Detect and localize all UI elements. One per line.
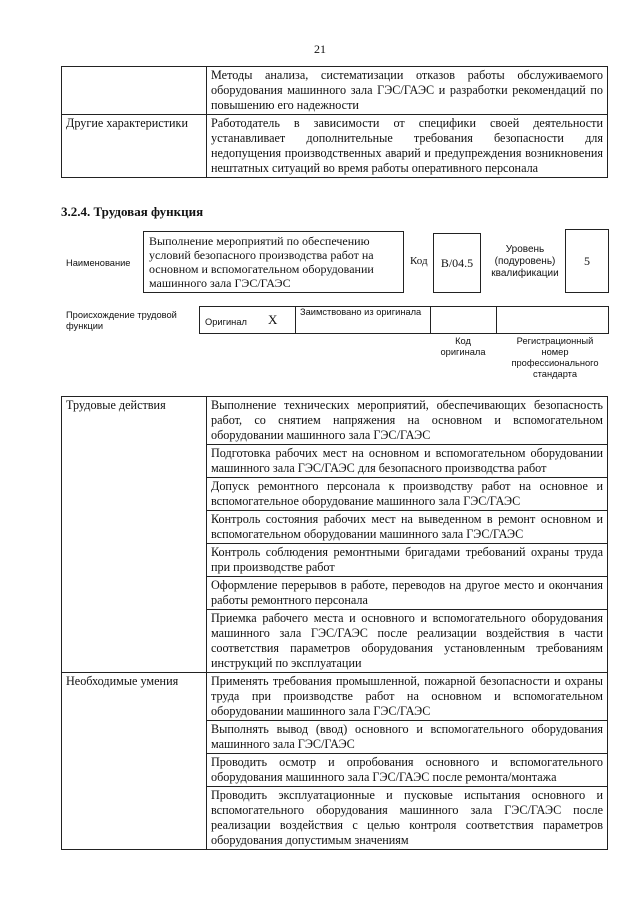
list-item: Подготовка рабочих мест на основном и вспомогательном оборудовании машинного зала ГЭС/ГАЭС для безопасного производства работ bbox=[207, 445, 608, 478]
list-item: Контроль соблюдения ремонтными бригадами требований охраны труда при производстве работ bbox=[207, 544, 608, 577]
list-item: Оформление перерывов в работе, переводов на другое место и окончания работы ремонтного персонала bbox=[207, 577, 608, 610]
reg-caption: Регистрационный номер профессионального стандарта bbox=[511, 336, 599, 379]
table-row bbox=[62, 115, 608, 178]
code-caption: Код оригинала bbox=[440, 336, 486, 357]
row-text: Работодатель в зависимости от специфики своей деятельности устанавливает дополнительные требования безопасности для недопущения производственных аварий и предупреждения возникновения нештатных ситуаций во время работы оперативного персонала bbox=[207, 115, 608, 178]
divider bbox=[430, 306, 431, 334]
level-label: Уровень (подуровень) квалификации bbox=[491, 244, 559, 279]
origin-label: Происхождение трудовой функции bbox=[66, 310, 177, 331]
top-table bbox=[61, 66, 608, 178]
level-value: 5 bbox=[565, 229, 609, 293]
list-item: Проводить осмотр и опробования основного и вспомогательного оборудования машинного зала ГЭС/ГАЭС после ремонта/монтажа bbox=[207, 754, 608, 787]
table-row bbox=[62, 67, 608, 115]
list-item: Выполнение технических мероприятий, обеспечивающих безопасность работ, со снятием напряжения на основном и вспомогательном оборудовании машинного зала ГЭС/ГАЭС bbox=[207, 397, 608, 445]
code-value: B/04.5 bbox=[433, 233, 481, 293]
original-label: Оригинал bbox=[205, 317, 247, 327]
divider bbox=[295, 306, 296, 334]
list-item: Приемка рабочего места и основного и вспомогательного оборудования машинного зала ГЭС/ГАЭС после реализации воздействия в части соответствия параметров оборудования установленным требованиям инструкций по эксплуатации bbox=[207, 610, 608, 673]
row-text: Методы анализа, систематизации отказов работы обслуживаемого оборудования машинного зала ГЭС/ГАЭС и разработки рекомендаций по повышению его надежности bbox=[207, 67, 608, 115]
borrowed-label: Заимствовано из оригинала bbox=[300, 307, 422, 317]
page-number: 21 bbox=[314, 42, 326, 56]
group-label: Необходимые умения bbox=[62, 673, 207, 850]
row-label bbox=[62, 67, 207, 115]
group-label: Трудовые действия bbox=[62, 397, 207, 673]
table-row bbox=[62, 673, 608, 721]
list-item: Проводить эксплуатационные и пусковые испытания основного и вспомогательного оборудования машинного зала ГЭС/ГАЭС после реализации воздействия с целью контроля соответствия параметров оборудования допустимым значениям bbox=[207, 787, 608, 850]
section-heading: 3.2.4. Трудовая функция bbox=[61, 204, 204, 219]
labor-function-table bbox=[61, 396, 608, 850]
list-item: Контроль состояния рабочих мест на выведенном в ремонт основном и вспомогательном оборудовании машинного зала ГЭС/ГАЭС bbox=[207, 511, 608, 544]
list-item: Применять требования промышленной, пожарной безопасности и охраны труда при производстве работ на основном и вспомогательном оборудовании машинного зала ГЭС/ГАЭС bbox=[207, 673, 608, 721]
divider bbox=[496, 306, 497, 334]
table-row bbox=[62, 397, 608, 445]
list-item: Допуск ремонтного персонала к производству работ на основное и вспомогательное оборудование машинного зала ГЭС/ГАЭС bbox=[207, 478, 608, 511]
function-name: Выполнение мероприятий по обеспечению условий безопасного производства работ на основном и вспомогательном оборудовании машинного зала ГЭС/ГАЭС bbox=[143, 231, 404, 293]
list-item: Выполнять вывод (ввод) основного и вспомогательного оборудования машинного зала ГЭС/ГАЭС bbox=[207, 721, 608, 754]
row-label: Другие характеристики bbox=[62, 115, 207, 178]
name-label: Наименование bbox=[66, 258, 131, 268]
code-label: Код bbox=[410, 255, 428, 267]
original-mark: X bbox=[268, 312, 278, 327]
